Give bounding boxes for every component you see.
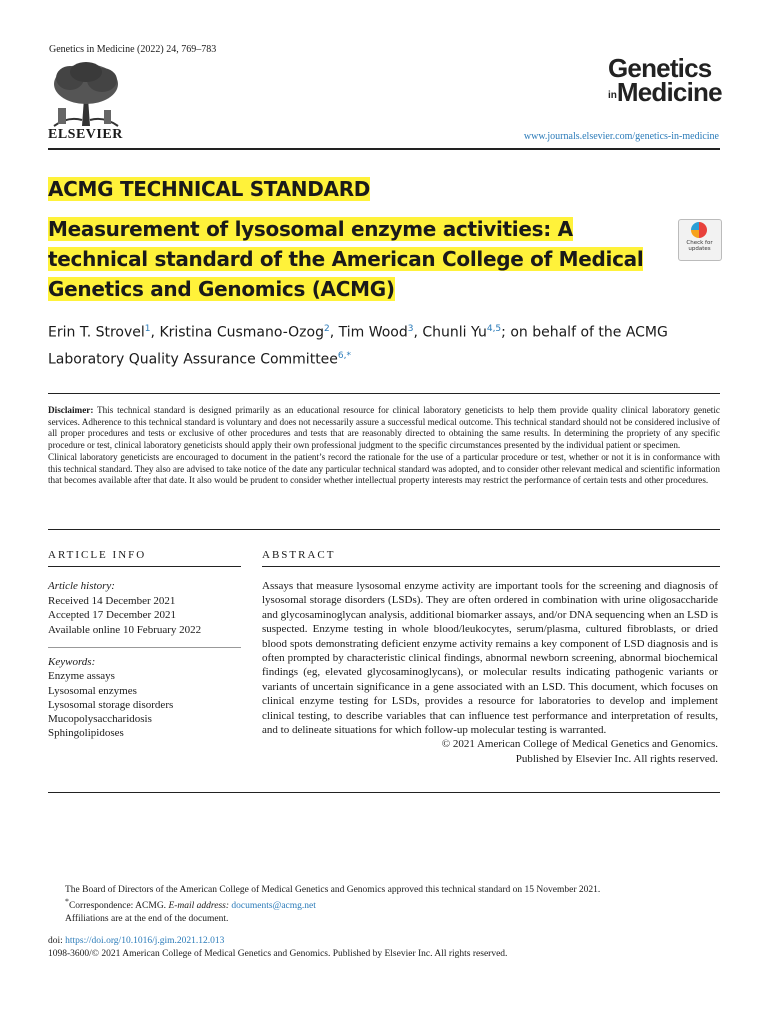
doi-label: doi:: [48, 936, 63, 946]
divider: [48, 393, 720, 394]
divider: [48, 529, 720, 530]
author-name: Erin T. Strovel: [48, 324, 145, 341]
correspondence: Correspondence: ACMG.: [68, 901, 167, 912]
journal-title-in: in: [608, 90, 617, 101]
article-title: Measurement of lysosomal enzyme activities: A technical standard of the American College of Medical Genetics and Genomics (ACMG): [48, 217, 644, 301]
authors-tail: ; on behalf of the ACMG Laboratory Quality Assurance Committee: [48, 324, 668, 368]
header-divider: [48, 148, 720, 150]
affiliation-link[interactable]: 1: [144, 324, 151, 334]
keyword: Lysosomal storage disorders: [48, 698, 174, 711]
email-link[interactable]: documents@acmg.net: [231, 901, 316, 912]
article-info-heading: ARTICLE INFO: [48, 549, 147, 561]
divider: [262, 566, 720, 567]
author-name: Kristina Cusmano-Ozog: [159, 324, 324, 341]
affiliations-note: Affiliations are at the end of the document.: [65, 913, 229, 924]
abstract: [262, 579, 718, 766]
divider: [48, 566, 241, 567]
accepted-date: Accepted 17 December 2021: [48, 609, 176, 621]
author-name: Tim Wood: [338, 324, 408, 341]
affiliation-link[interactable]: 4,5: [486, 324, 502, 334]
journal-title-line2: Medicine: [616, 77, 722, 107]
keywords: [48, 655, 173, 741]
rights-line: 1098-3600/© 2021 American College of Medical Genetics and Genomics. Published by Elsevier Inc. All rights reserved.: [48, 948, 508, 959]
crossmark-icon: [691, 222, 707, 238]
corresponding-mark: *: [65, 897, 69, 907]
online-date: Available online 10 February 2022: [48, 623, 202, 636]
affiliation-link[interactable]: 3: [407, 324, 414, 334]
check-for-updates-label: Check for updates: [686, 240, 713, 252]
received-date: Received 14 December 2021: [48, 594, 176, 607]
disclaimer: [48, 405, 720, 487]
author-list: Erin T. Strovel$^1$, Kristina Cusmano-Ozog$^2$, Tim Wood$^3$, Chunli Yu$^{4,5}$; on behalf of the ACMG Laboratory Quality Assurance Committee$^{6,*}$: [48, 324, 668, 368]
affiliation-link[interactable]: 2: [323, 324, 330, 334]
article-history: [48, 579, 201, 637]
keywords-label: Keywords:: [48, 656, 96, 668]
disclaimer-paragraph: This technical standard is designed primarily as an educational resource for clinical laboratory geneticists to help them provide quality clinical laboratory genetic services. Adherence to this technical standard is voluntary and does not necessarily assure a successful medical outcome. This technical standard should not be considered inclusive of all proper procedures and tests or exclusive of other procedures and tests that are reasonably directed to obtaining the same results. In determining the propriety of any specific procedure or test, clinical laboratory geneticists should apply their own professional judgment to the specific circumstances presented by the individual patient or specimen.: [48, 405, 720, 451]
disclaimer-paragraph: Clinical laboratory geneticists are encouraged to document in the patient’s record the rationale for the use of a particular procedure or test, whether or not it is in conformance with this technical standard. They also are advised to take notice of the date any particular technical standard was adopted, and to consider other relevant medical and scientific information that becomes available after that date. It also would be prudent to consider whether intellectual property interests may restrict the performance of certain tests and other procedures.: [48, 451, 720, 486]
divider: [48, 647, 241, 648]
keyword: Mucopolysaccharidosis: [48, 713, 152, 726]
abstract-heading: ABSTRACT: [262, 549, 336, 561]
disclaimer-label: Disclaimer:: [48, 405, 94, 415]
author-name: Chunli Yu: [422, 324, 487, 341]
publisher-name: ELSEVIER: [48, 127, 123, 142]
email-label: E-mail address:: [168, 901, 230, 912]
article-section-type: ACMG TECHNICAL STANDARD: [48, 177, 371, 201]
journal-title-line1: Genetics: [608, 53, 712, 83]
doi-link[interactable]: https://doi.org/10.1016/j.gim.2021.12.013: [65, 936, 225, 946]
journal-logo: [608, 53, 722, 107]
keyword: Sphingolipidoses: [48, 727, 124, 740]
journal-reference: Genetics in Medicine (2022) 24, 769–783: [49, 44, 217, 55]
doi-block: [48, 935, 728, 960]
approval-note: The Board of Directors of the American College of Medical Genetics and Genomics approved this technical standard on 15 November 2021.: [65, 885, 601, 895]
copyright-line: © 2021 American College of Medical Genetics and Genomics.: [441, 738, 718, 751]
footnotes: [65, 884, 725, 925]
keyword: Enzyme assays: [48, 670, 115, 683]
elsevier-tree-logo: [48, 60, 122, 128]
history-label: Article history:: [48, 580, 115, 592]
journal-url-link[interactable]: www.journals.elsevier.com/genetics-in-medicine: [523, 131, 719, 142]
abstract-text: Assays that measure lysosomal enzyme activity are important tools for the screening and diagnosis of lysosomal storage disorders (LSDs). They are often ordered in combination with urine oligosaccharide and glycosaminoglycan analysis, additional biomarker assays, and/or DNA sequencing when an LSD is suspected. Enzyme testing in whole blood/leukocytes, serum/plasma, cultured fibroblasts, or dried blood spots demonstrating deficient enzyme activity remains a key component of LSD diagnosis and is often prompted by characteristic clinical findings, abnormal newborn screening, abnormal biochemical findings (eg, elevated glycosaminoglycans), or molecular results indicating pathogenic variants or variants of uncertain significance in a gene associated with an LSD. This document, which focuses on clinical enzyme testing for LSDs, provides a resource for laboratories to develop and implement clinical testing, to describe variables that can influence test performance and interpretation of results, and to delineate situations for which follow-up molecular testing is warranted.: [262, 580, 718, 737]
keyword: Lysosomal enzymes: [48, 684, 137, 697]
affiliation-link[interactable]: 6,*: [337, 350, 351, 361]
copyright-line: Published by Elsevier Inc. All rights reserved.: [515, 752, 718, 765]
divider: [48, 792, 720, 793]
